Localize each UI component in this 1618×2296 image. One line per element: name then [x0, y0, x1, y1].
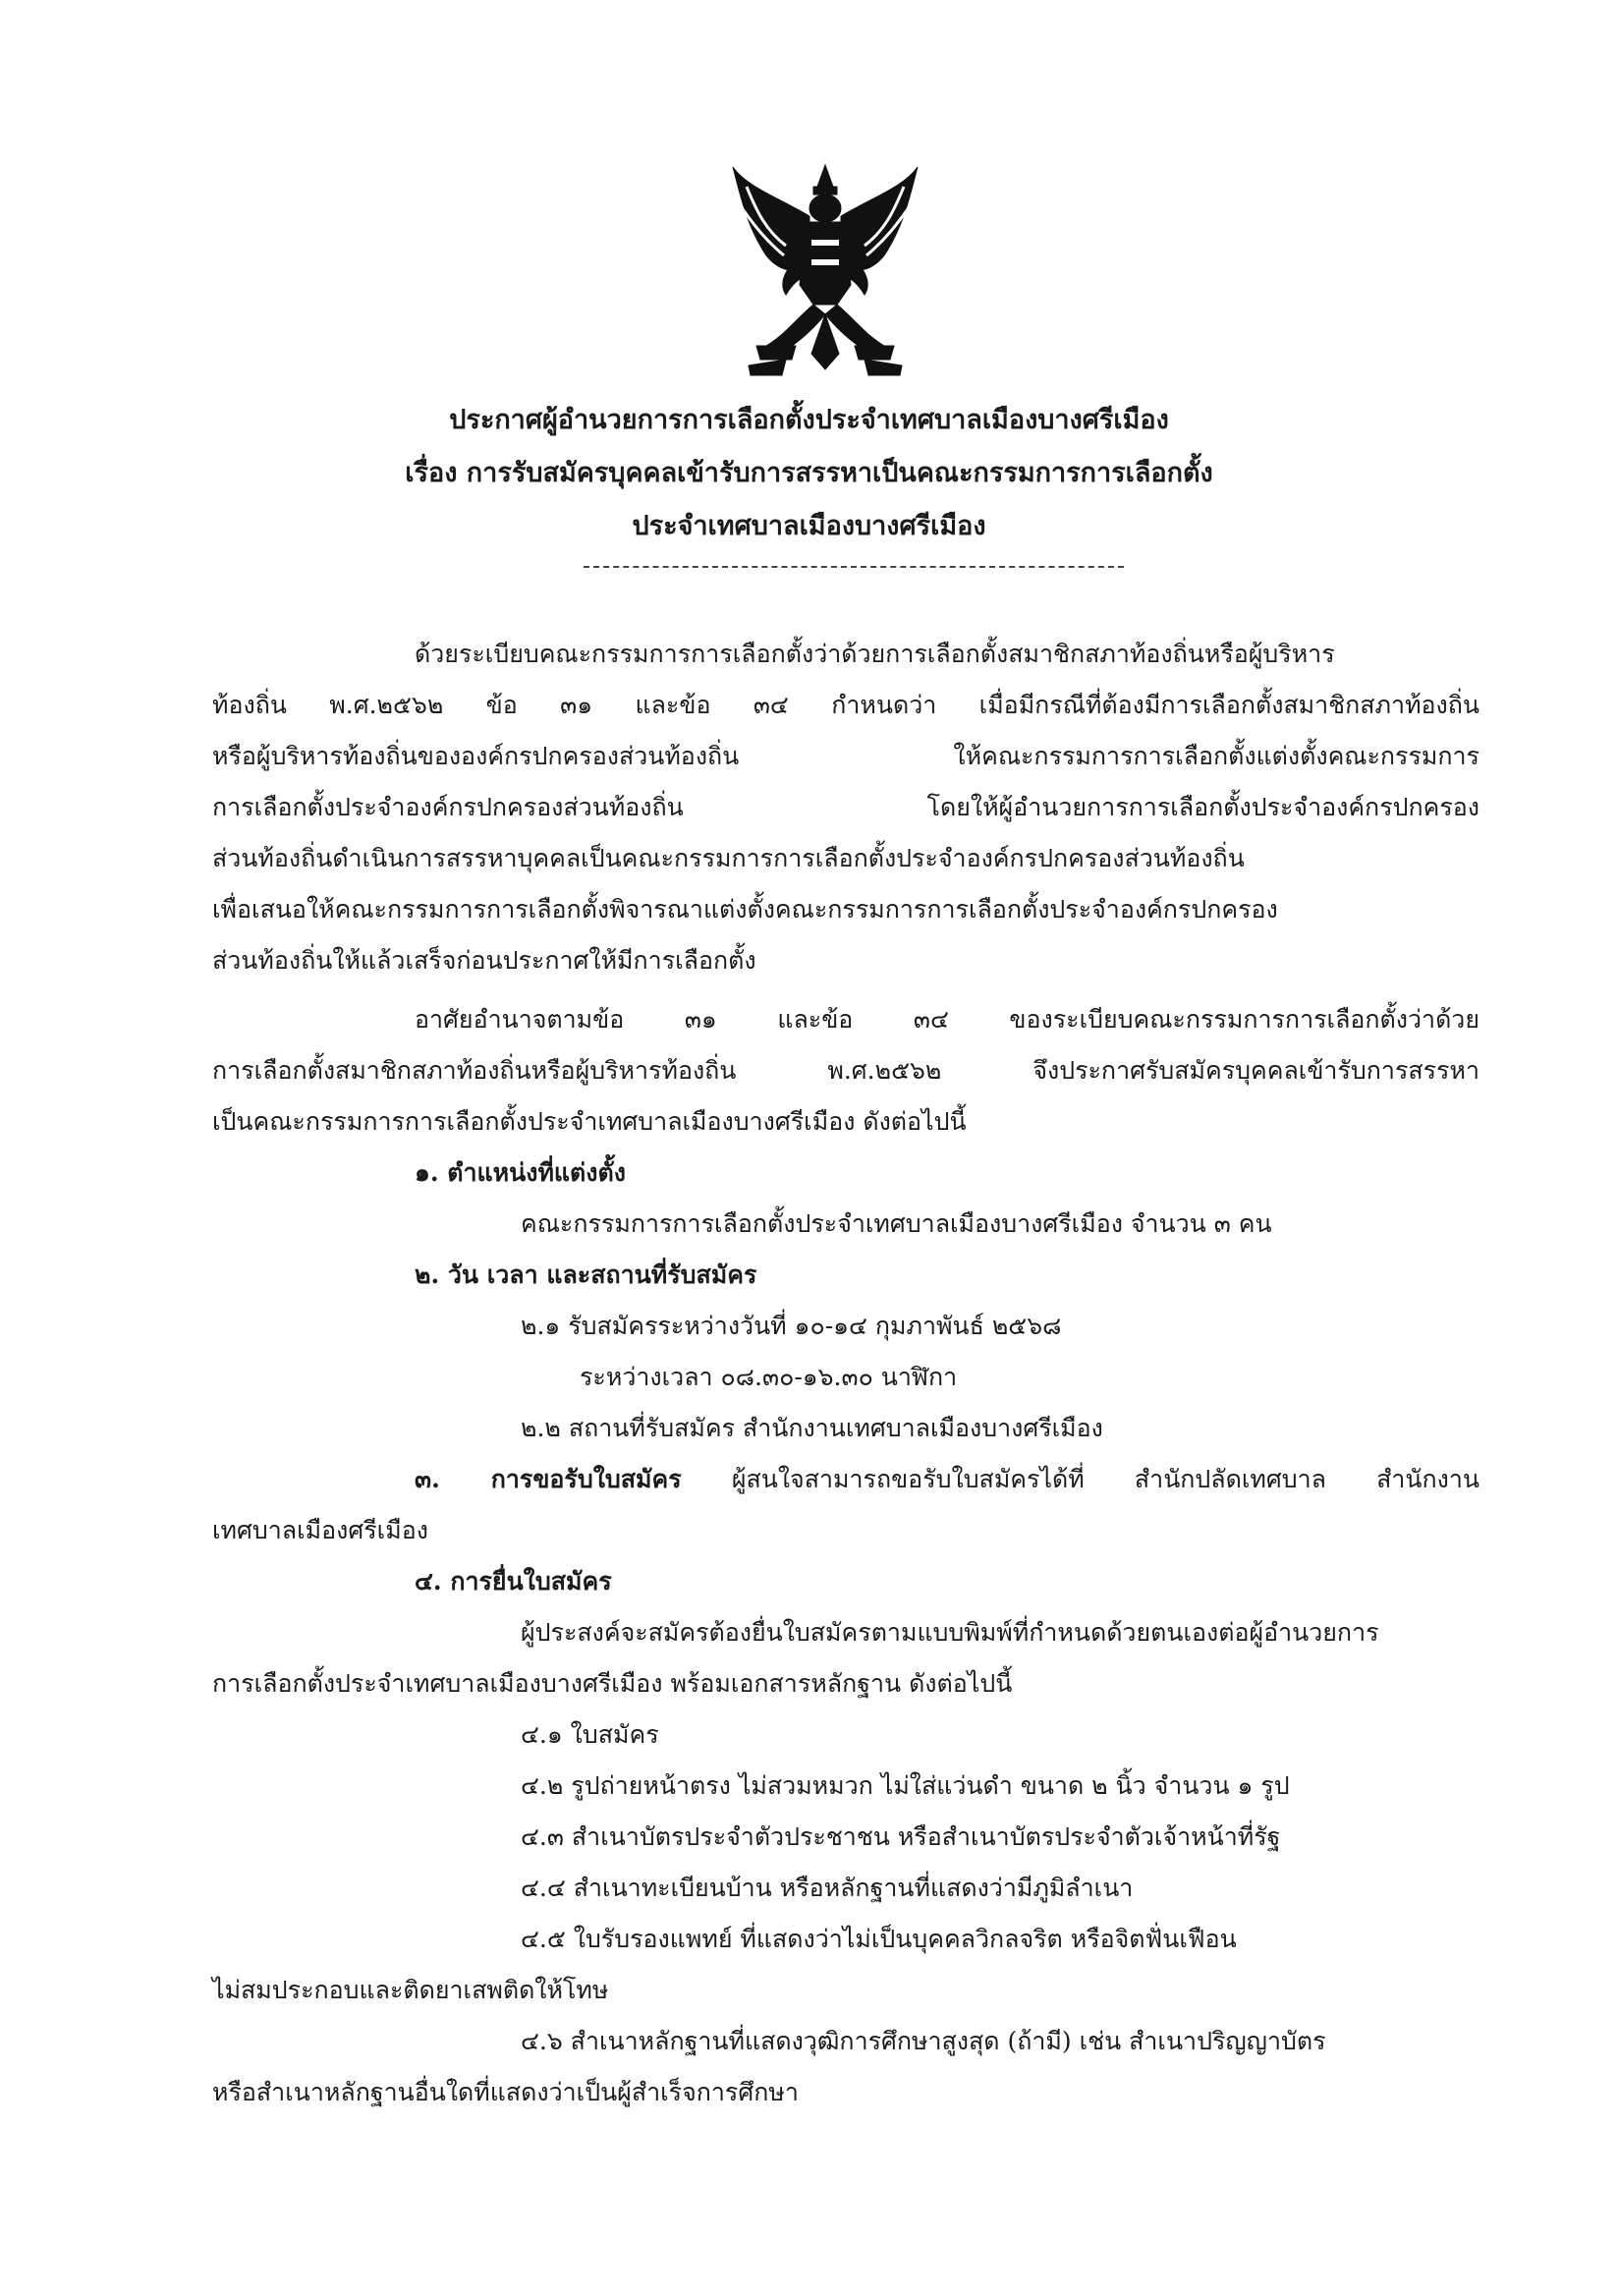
paragraph-line: การเลือกตั้งสมาชิกสภาท้องถิ่นหรือผู้บริหารท้องถิ่น พ.ศ.๒๕๖๒ จึงประกาศรับสมัครบุคคลเข้ารับการสรรหา: [212, 1056, 1479, 1085]
list-item: ๒.๑ รับสมัครระหว่างวันที่ ๑๐-๑๔ กุมภาพันธ์ ๒๕๖๘: [521, 1312, 1062, 1340]
list-item: ระหว่างเวลา ๐๘.๓๐-๑๖.๓๐ นาฬิกา: [580, 1363, 958, 1391]
announcement-subject: เรื่อง การรับสมัครบุคคลเข้ารับการสรรหาเป็นคณะกรรมการการเลือกตั้ง: [405, 458, 1213, 488]
paragraph-line: ด้วยระเบียบคณะกรรมการการเลือกตั้งว่าด้วยการเลือกตั้งสมาชิกสภาท้องถิ่นหรือผู้บริหาร: [415, 640, 1335, 668]
section-body: คณะกรรมการการเลือกตั้งประจำเทศบาลเมืองบางศรีเมือง จำนวน ๓ คน: [521, 1209, 1272, 1238]
paragraph-line: อาศัยอำนาจตามข้อ ๓๑ และข้อ ๓๔ ของระเบียบคณะกรรมการการเลือกตั้งว่าด้วย: [415, 1005, 1479, 1034]
paragraph-line: การเลือกตั้งประจำองค์กรปกครองส่วนท้องถิ่น โดยให้ผู้อำนวยการการเลือกตั้งประจำองค์กรปกครอง: [212, 793, 1479, 821]
list-item: ๔.๖ สำเนาหลักฐานที่แสดงวุฒิการศึกษาสูงสุด (ถ้ามี) เช่น สำเนาปริญญาบัตร: [521, 2027, 1326, 2055]
section-application-form: [415, 1464, 1479, 1495]
paragraph-line: ส่วนท้องถิ่นให้แล้วเสร็จก่อนประกาศให้มีการเลือกตั้ง: [212, 946, 756, 975]
paragraph-line: หรือผู้บริหารท้องถิ่นขององค์กรปกครองส่วนท้องถิ่น ให้คณะกรรมการการเลือกตั้งแต่งตั้งคณะกรรมการ: [212, 742, 1479, 770]
announcement-title: ประกาศผู้อำนวยการการเลือกตั้งประจำเทศบาลเมืองบางศรีเมือง: [449, 405, 1169, 435]
list-item-cont: ไม่สมประกอบและติดยาเสพติดให้โทษ: [212, 1976, 609, 2004]
section-heading-submission: ๔. การยื่นใบสมัคร: [415, 1567, 612, 1596]
list-item: ๔.๓ สำเนาบัตรประจำตัวประชาชน หรือสำเนาบัตรประจำตัวเจ้าหน้าที่รัฐ: [521, 1822, 1281, 1851]
section-body: เทศบาลเมืองศรีเมือง: [212, 1516, 428, 1544]
list-item: ๔.๒ รูปถ่ายหน้าตรง ไม่สวมหมวก ไม่ใส่แว่นดำ ขนาด ๒ นิ้ว จำนวน ๑ รูป: [521, 1771, 1290, 1800]
announcement-subject-cont: ประจำเทศบาลเมืองบางศรีเมือง: [632, 511, 986, 541]
section-heading-schedule: ๒. วัน เวลา และสถานที่รับสมัคร: [415, 1260, 757, 1289]
list-item: ๒.๒ สถานที่รับสมัคร สำนักงานเทศบาลเมืองบางศรีเมือง: [521, 1414, 1103, 1442]
section-body: การเลือกตั้งประจำเทศบาลเมืองบางศรีเมือง พร้อมเอกสารหลักฐาน ดังต่อไปนี้: [212, 1669, 1013, 1698]
list-item: ๔.๑ ใบสมัคร: [521, 1720, 659, 1749]
paragraph-line: เพื่อเสนอให้คณะกรรมการการเลือกตั้งพิจารณาแต่งตั้งคณะกรรมการการเลือกตั้งประจำองค์กรปกครอง: [212, 895, 1278, 924]
section-body: ผู้ประสงค์จะสมัครต้องยื่นใบสมัครตามแบบพิมพ์ที่กำหนดด้วยตนเองต่อผู้อำนวยการ: [521, 1618, 1379, 1647]
list-item-cont: หรือสำเนาหลักฐานอื่นใดที่แสดงว่าเป็นผู้สำเร็จการศึกษา: [212, 2078, 799, 2106]
section-body: ผู้สนใจสามารถขอรับใบสมัครได้ที่ สำนักปลัดเทศบาล สำนักงาน: [681, 1465, 1479, 1493]
garuda-emblem-icon: [727, 157, 923, 381]
paragraph-line: ท้องถิ่น พ.ศ.๒๕๖๒ ข้อ ๓๑ และข้อ ๓๔ กำหนดว่า เมื่อมีกรณีที่ต้องมีการเลือกตั้งสมาชิกสภาท้องถิ่น: [212, 691, 1479, 719]
list-item: ๔.๕ ใบรับรองแพทย์ ที่แสดงว่าไม่เป็นบุคคลวิกลจริต หรือจิตฟั่นเฟือน: [521, 1925, 1237, 1953]
section-heading-form: ๓. การขอรับใบสมัคร: [415, 1465, 682, 1493]
paragraph-line: ส่วนท้องถิ่นดำเนินการสรรหาบุคคลเป็นคณะกรรมการการเลือกตั้งประจำองค์กรปกครองส่วนท้องถิ่น: [212, 844, 1245, 872]
list-item: ๔.๔ สำเนาทะเบียนบ้าน หรือหลักฐานที่แสดงว่ามีภูมิลำเนา: [521, 1874, 1134, 1902]
section-heading-position: ๑. ตำแหน่งที่แต่งตั้ง: [415, 1158, 626, 1187]
title-divider: [584, 566, 1124, 568]
paragraph-line: เป็นคณะกรรมการการเลือกตั้งประจำเทศบาลเมืองบางศรีเมือง ดังต่อไปนี้: [212, 1107, 967, 1136]
